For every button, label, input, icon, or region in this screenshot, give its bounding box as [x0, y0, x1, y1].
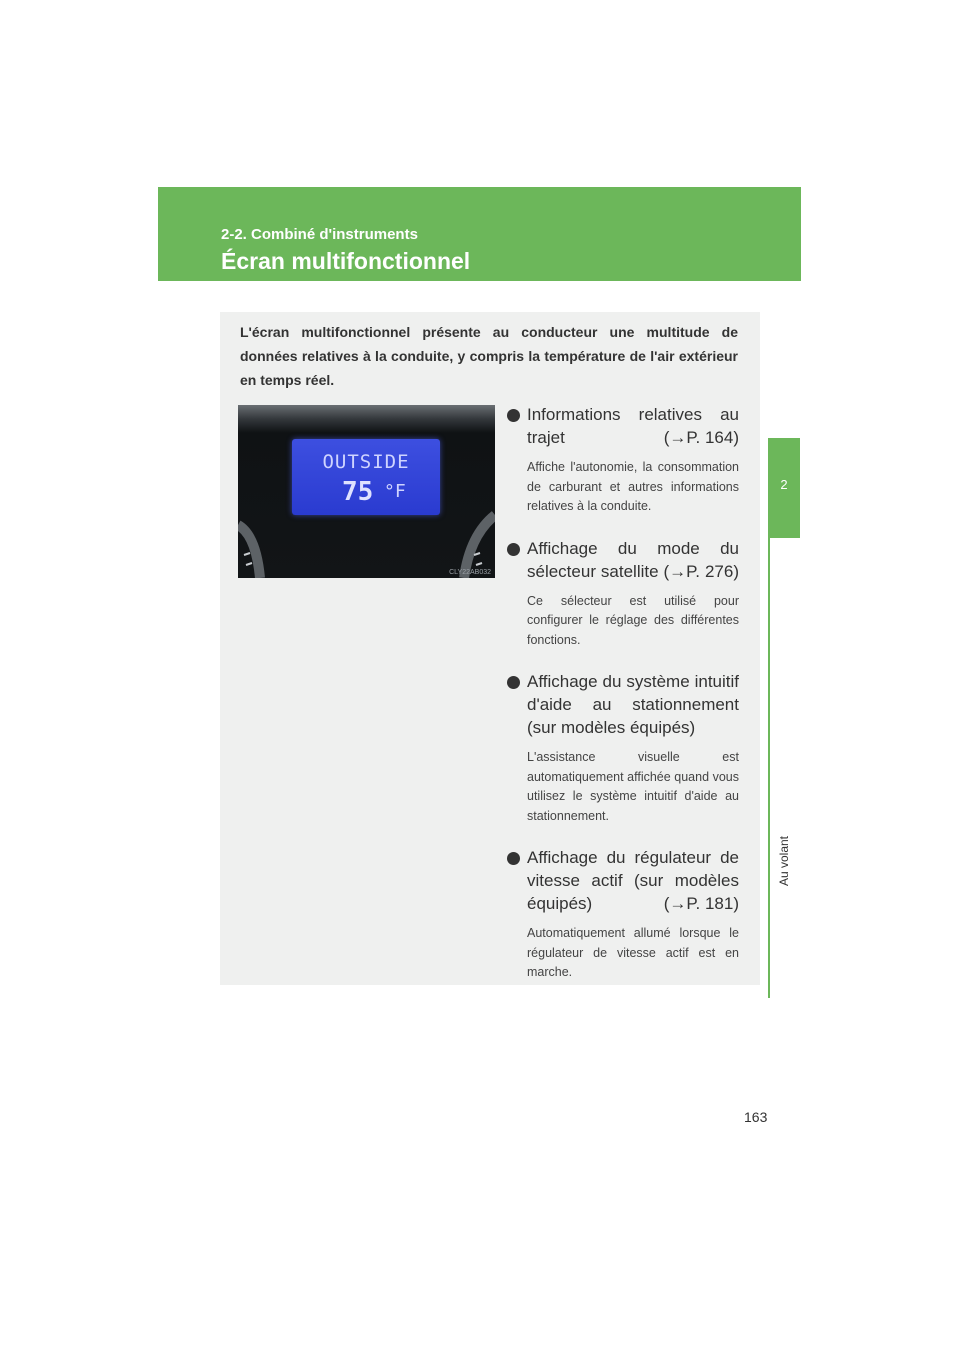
list-item [507, 403, 739, 517]
bullet-icon [507, 409, 520, 422]
item-description: Automatiquement allumé lorsque le régulateur de vitesse actif est en marche. [527, 926, 739, 979]
intro-text: L'écran multifonctionnel présente au conducteur une multitude de données relatives à la conduite, y compris la température de l'air extérieur en temps réel. [240, 324, 738, 388]
page-reference[interactable]: (→P. 181) [663, 894, 739, 913]
chapter-number: 2 [780, 477, 788, 492]
feature-list [507, 403, 739, 983]
bullet-icon [507, 852, 520, 865]
lcd-outside-label: OUTSIDE [322, 451, 410, 473]
item-description: L'assistance visuelle est automatiquement affichée quand vous utilisez le système intuitif d'aide au stationnement. [527, 750, 739, 823]
chapter-divider [768, 538, 770, 998]
chapter-tab[interactable] [768, 281, 800, 1041]
item-description: Ce sélecteur est utilisé pour configurer le réglage des différentes fonctions. [527, 593, 739, 647]
bullet-icon [507, 676, 520, 689]
list-item [507, 846, 739, 983]
page-number: 163 [744, 1109, 768, 1125]
item-title: Affichage du mode du sélecteur satellite (→P. 276) [527, 538, 739, 581]
section-label: 2-2. Combiné d'instruments [221, 226, 418, 243]
list-item [507, 670, 739, 826]
lcd-temperature: 75 [342, 477, 374, 507]
item-description: Affiche l'autonomie, la consommation de carburant et autres informations relatives à la conduite. [527, 460, 739, 513]
item-title: Affichage du système intuitif d'aide au stationnement (sur modèles équipés) [527, 672, 739, 737]
list-item [507, 537, 739, 651]
page-reference[interactable]: (→P. 164) [663, 428, 739, 447]
chapter-label: Au volant [777, 835, 791, 887]
item-title: Informations relatives au trajet (→P. 164) [527, 405, 739, 447]
bullet-icon [507, 543, 520, 556]
photo-code: CLY22AB032 [449, 569, 491, 576]
lcd-unit: °F [384, 481, 406, 502]
item-title: Affichage du régulateur de vitesse actif (sur modèles équipés) (→P. 181) [527, 848, 739, 913]
instrument-photo [238, 405, 495, 578]
lcd-screen [292, 439, 440, 515]
page-title: Écran multifonctionnel [221, 248, 471, 274]
page-reference[interactable]: (→P. 276) [663, 561, 739, 581]
